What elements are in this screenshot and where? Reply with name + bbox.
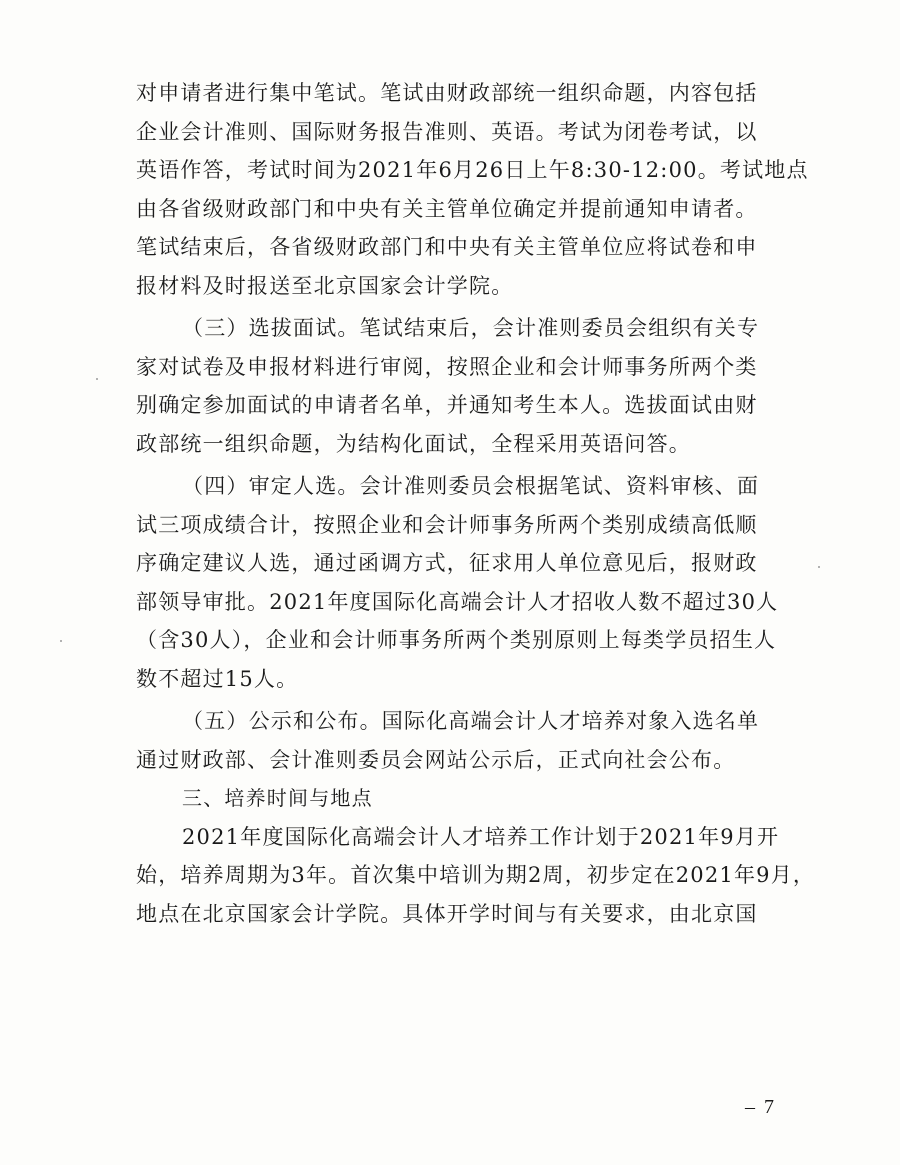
text-line: 家对试卷及申报材料进行审阅，按照企业和会计师事务所两个类 bbox=[136, 354, 758, 379]
scan-speck bbox=[60, 640, 62, 642]
page-number: – 7 bbox=[745, 1096, 776, 1118]
section-heading: 三、培养时间与地点 bbox=[182, 786, 373, 810]
text-line: 地点在北京国家会计学院。具体开学时间与有关要求，由北京国 bbox=[136, 901, 758, 926]
text-line: 企业会计准则、国际财务报告准则、英语。考试为闭卷考试，以 bbox=[136, 119, 758, 144]
text-line: 试三项成绩合计，按照企业和会计师事务所两个类别成绩高低顺 bbox=[136, 512, 758, 537]
text-line: 数不超过15人。 bbox=[136, 666, 299, 691]
text-line: 序确定建议人选，通过函调方式，征求用人单位意见后，报财政 bbox=[136, 551, 758, 575]
text-line: （含30人），企业和会计师事务所两个类别原则上每类学员招生人 bbox=[136, 628, 777, 652]
text-line: 笔试结束后，各省级财政部门和中央有关主管单位应将试卷和申 bbox=[136, 235, 758, 259]
text-line: 由各省级财政部门和中央有关主管单位确定并提前通知申请者。 bbox=[136, 196, 758, 221]
text-line: 报材料及时报送至北京国家会计学院。 bbox=[136, 273, 514, 298]
text-line: 始，培养周期为3年。首次集中培训为期2周，初步定在2021年9月， bbox=[136, 863, 816, 887]
paragraph-4-start: （四）审定人选。会计准则委员会根据笔试、资料审核、面 bbox=[182, 474, 760, 498]
scan-speck bbox=[96, 378, 98, 380]
text-line: 别确定参加面试的申请者名单，并通知考生本人。选拔面试由财 bbox=[136, 393, 758, 417]
text-line: 英语作答，考试时间为2021年6月26日上午8:30-12:00。考试地点 bbox=[136, 158, 809, 182]
text-line: 部领导审批。2021年度国际化高端会计人才招收人数不超过30人 bbox=[136, 589, 779, 614]
paragraph-3-start: （三）选拔面试。笔试结束后，会计准则委员会组织有关专 bbox=[182, 316, 760, 340]
text-line: 政部统一组织命题，为结构化面试，全程采用英语问答。 bbox=[136, 431, 691, 456]
scan-speck bbox=[818, 566, 820, 568]
text-line: 通过财政部、会计准则委员会网站公示后，正式向社会公布。 bbox=[136, 747, 736, 772]
paragraph-5-start: （五）公示和公布。国际化高端会计人才培养对象入选名单 bbox=[182, 709, 760, 733]
paragraph-start: 2021年度国际化高端会计人才培养工作计划于2021年9月开 bbox=[182, 824, 780, 849]
text-line: 对申请者进行集中笔试。笔试由财政部统一组织命题，内容包括 bbox=[136, 81, 758, 105]
body-text bbox=[136, 74, 816, 933]
